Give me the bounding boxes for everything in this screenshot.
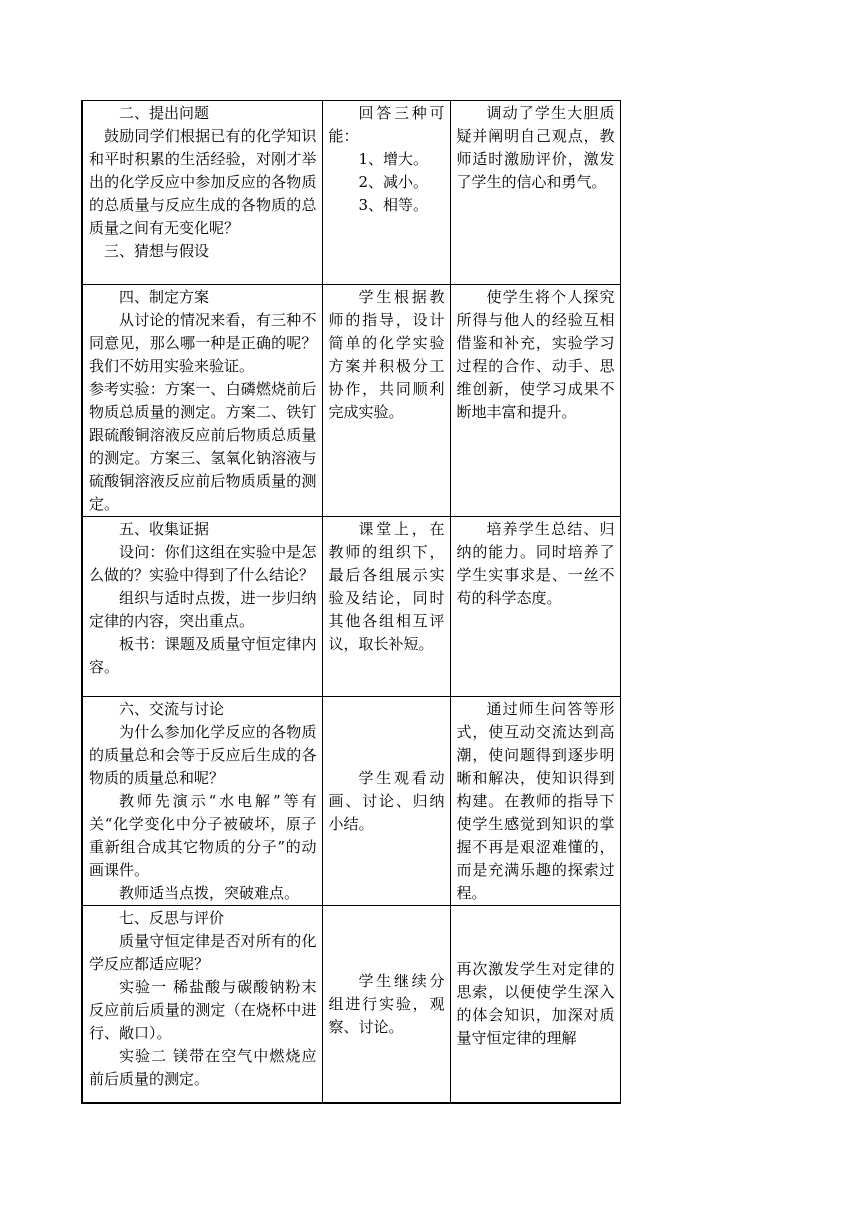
- paragraph: 使学生将个人探究所得与他人的经验互相借鉴和补充，实验学习过程的合作、动手、思维创新，使学习成果不断地丰富和提升。: [456, 288, 615, 421]
- design-intent-cell: [450, 517, 620, 697]
- student-activity-cell: [322, 517, 450, 697]
- teacher-activity-cell: [82, 285, 322, 517]
- paragraph: 再次激发学生对定律的思索，以便使学生深入的体会知识，加深对质量守恒定律的理解: [456, 960, 615, 1048]
- list-item: 2、减小。: [358, 173, 429, 191]
- table-row: [82, 285, 620, 517]
- section-heading: 四、制定方案: [119, 288, 210, 306]
- list-item: 3、相等。: [358, 196, 429, 214]
- student-activity-cell: [322, 285, 450, 517]
- paragraph: 鼓励同学们根据已有的化学知识和平时积累的生活经验，对刚才举出的化学反应中参加反应的各物质的总质量与反应生成的各物质的总质量之间有无变化呢？: [89, 127, 317, 237]
- paragraph: 板书：课题及质量守恒定律内容。: [89, 635, 317, 676]
- teacher-activity-cell: [82, 697, 322, 906]
- design-intent-cell: [450, 697, 620, 906]
- student-activity-cell: [322, 697, 450, 906]
- paragraph: 质量守恒定律是否对所有的化学反应都适应呢？: [89, 932, 317, 973]
- paragraph: 设问：你们这组在实验中是怎么做的？实验中得到了什么结论？: [89, 543, 317, 584]
- teacher-activity-cell: [82, 906, 322, 1103]
- section-heading: 三、猜想与假设: [104, 242, 210, 260]
- student-activity-cell: [322, 101, 450, 285]
- paragraph: 通过师生问答等形式，使互动交流达到高潮，使问题得到逐步明晰和解决，使知识得到构建。在教师的指导下使学生感觉到知识的掌握不再是艰涩难懂的，而是充满乐趣的探索过程。: [456, 700, 615, 902]
- student-activity-cell: [322, 906, 450, 1103]
- design-intent-cell: [450, 906, 620, 1103]
- section-heading: 二、提出问题: [119, 104, 210, 122]
- table-row: [82, 517, 620, 697]
- paragraph: 调动了学生大胆质疑并阐明自己观点，教师适时激励评价，激发了学生的信心和勇气。: [456, 104, 615, 191]
- paragraph: 学生观看动画、讨论、归纳小结。: [328, 769, 445, 833]
- paragraph: 参考实验：方案一、白磷燃烧前后物质总质量的测定。方案二、铁钉跟硫酸铜溶液反应前后物质总质量的测定。方案三、氢氧化钠溶液与硫酸铜溶液反应前后物质质量的测定。: [89, 380, 317, 513]
- paragraph: 学生根据教师的指导，设计简单的化学实验方案并积极分工协作，共同顺利完成实验。: [328, 288, 445, 421]
- paragraph: 教师适当点拨，突破难点。: [119, 884, 300, 902]
- table-row: [82, 101, 620, 285]
- table-row: [82, 697, 620, 906]
- lesson-plan-table: [81, 100, 621, 1104]
- design-intent-cell: [450, 101, 620, 285]
- paragraph: 教师先演示“水电解”等有关“化学变化中分子被破坏，原子重新组合成其它物质的分子”的动画课件。: [89, 792, 317, 879]
- paragraph: 回答三种可能：: [328, 104, 445, 145]
- section-heading: 六、交流与讨论: [119, 700, 225, 718]
- paragraph: 实验二 镁带在空气中燃烧应前后质量的测定。: [89, 1047, 317, 1088]
- paragraph: 组织与适时点拨，进一步归纳定律的内容，突出重点。: [89, 589, 317, 630]
- paragraph: 实验一 稀盐酸与碳酸钠粉末反应前后质量的测定（在烧杯中进行、敞口）。: [89, 978, 317, 1042]
- paragraph: 为什么参加化学反应的各物质的质量总和会等于反应后生成的各物质的质量总和呢？: [89, 723, 317, 787]
- paragraph: 培养学生总结、归纳的能力。同时培养了学生实事求是、一丝不苟的科学态度。: [456, 520, 615, 607]
- teacher-activity-cell: [82, 517, 322, 697]
- section-heading: 七、反思与评价: [119, 909, 225, 927]
- teacher-activity-cell: [82, 101, 322, 285]
- list-item: 1、增大。: [358, 150, 429, 168]
- paragraph: 课堂上，在教师的组织下，最后各组展示实验及结论，同时其他各组相互评议，取长补短。: [328, 520, 445, 653]
- section-heading: 五、收集证据: [119, 520, 210, 538]
- table-row: [82, 906, 620, 1103]
- paragraph: 从讨论的情况来看，有三种不同意见，那么哪一种是正确的呢？我们不妨用实验来验证。: [89, 311, 317, 375]
- paragraph: 学生继续分组进行实验，观察、讨论。: [328, 971, 445, 1036]
- design-intent-cell: [450, 285, 620, 517]
